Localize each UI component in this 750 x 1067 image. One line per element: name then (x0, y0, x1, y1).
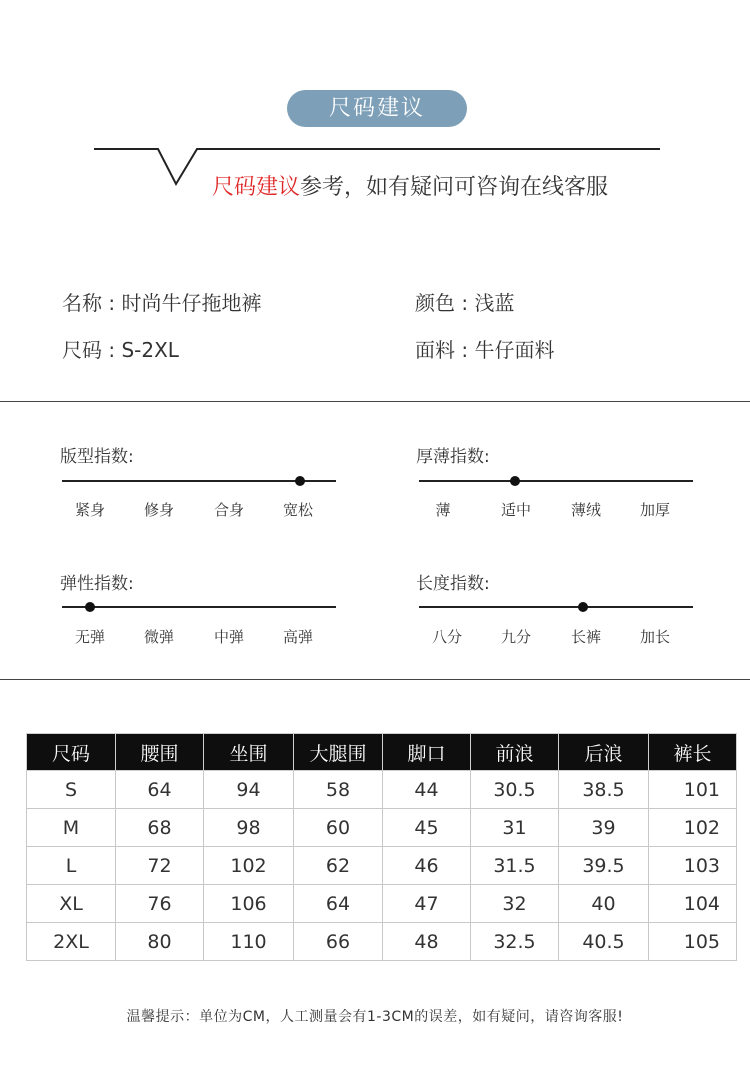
thickness-index-label: 薄 (435, 501, 451, 519)
length-index-label: 八分 (431, 628, 463, 646)
fit-index-label: 宽松 (282, 501, 314, 519)
table-cell: 38.5 (559, 771, 649, 809)
table-cell: 105 (649, 923, 737, 961)
table-cell: 40.5 (559, 923, 649, 961)
elasticity-index-label: 高弹 (282, 628, 314, 646)
header-size: 尺码 (27, 734, 116, 771)
table-row (27, 923, 737, 961)
table-cell: 60 (294, 809, 383, 847)
table-cell: 110 (204, 923, 294, 961)
header-thigh: 大腿围 (294, 734, 383, 771)
section-title-pill: 尺码建议 (287, 90, 467, 127)
table-cell: 102 (204, 847, 294, 885)
fit-index-marker (295, 476, 305, 486)
header-hip: 坐围 (204, 734, 294, 771)
table-cell: 40 (559, 885, 649, 923)
table-cell: 98 (204, 809, 294, 847)
product-name: 名称 : 时尚牛仔拖地裤 (62, 291, 262, 315)
header-length: 裤长 (649, 734, 737, 771)
table-cell: M (27, 809, 116, 847)
table-cell: 31.5 (471, 847, 559, 885)
thickness-index-scale (419, 480, 693, 482)
table-cell: 58 (294, 771, 383, 809)
table-cell: S (27, 771, 116, 809)
table-cell: 101 (649, 771, 737, 809)
table-cell: 64 (294, 885, 383, 923)
table-row (27, 847, 737, 885)
thickness-index-label: 薄绒 (570, 501, 602, 519)
section-divider (0, 679, 750, 680)
thickness-index-title: 厚薄指数: (416, 447, 490, 467)
table-cell: 80 (116, 923, 204, 961)
header-waist: 腰围 (116, 734, 204, 771)
thickness-index-label: 加厚 (639, 501, 671, 519)
subtitle-rest: 参考，如有疑问可咨询在线客服 (300, 175, 609, 200)
elasticity-index-label: 微弹 (143, 628, 175, 646)
length-index-marker (578, 602, 588, 612)
table-cell: 106 (204, 885, 294, 923)
table-cell: 32.5 (471, 923, 559, 961)
table-cell: 62 (294, 847, 383, 885)
table-cell: 44 (383, 771, 471, 809)
length-index-scale (419, 606, 693, 608)
thickness-index-marker (510, 476, 520, 486)
table-cell: XL (27, 885, 116, 923)
fit-index-title: 版型指数: (60, 447, 134, 467)
table-cell: 39 (559, 809, 649, 847)
table-cell: 103 (649, 847, 737, 885)
table-cell: 64 (116, 771, 204, 809)
table-cell: 76 (116, 885, 204, 923)
table-cell: 31 (471, 809, 559, 847)
table-cell: 2XL (27, 923, 116, 961)
table-cell: 48 (383, 923, 471, 961)
table-header-row (27, 734, 737, 771)
table-cell: 32 (471, 885, 559, 923)
length-index-title: 长度指数: (416, 574, 490, 594)
table-row (27, 771, 737, 809)
size-advice-subtitle (212, 170, 608, 201)
elasticity-index-label: 中弹 (213, 628, 245, 646)
fit-index-label: 紧身 (74, 501, 106, 519)
table-cell: 45 (383, 809, 471, 847)
size-chart-table (26, 733, 737, 961)
table-row (27, 809, 737, 847)
length-index-label: 九分 (500, 628, 532, 646)
table-cell: 68 (116, 809, 204, 847)
elasticity-index-label: 无弹 (74, 628, 106, 646)
header-front-rise: 前浪 (471, 734, 559, 771)
table-cell: 102 (649, 809, 737, 847)
elasticity-index-scale (62, 606, 336, 608)
fit-index-label: 修身 (143, 501, 175, 519)
table-cell: 39.5 (559, 847, 649, 885)
header-leg-opening: 脚口 (383, 734, 471, 771)
table-cell: 66 (294, 923, 383, 961)
subtitle-highlight: 尺码建议 (212, 175, 301, 200)
product-size-range: 尺码 : S-2XL (62, 338, 179, 362)
table-cell: L (27, 847, 116, 885)
thickness-index-label: 适中 (500, 501, 532, 519)
measurement-tip: 温馨提示：单位为CM，人工测量会有1-3CM的误差，如有疑问，请咨询客服! (126, 1009, 624, 1025)
table-cell: 46 (383, 847, 471, 885)
table-cell: 104 (649, 885, 737, 923)
length-index-label: 长裤 (570, 628, 602, 646)
table-cell: 47 (383, 885, 471, 923)
table-cell: 94 (204, 771, 294, 809)
table-row (27, 885, 737, 923)
section-divider (0, 401, 750, 402)
header-back-rise: 后浪 (559, 734, 649, 771)
product-fabric: 面料 : 牛仔面料 (415, 338, 555, 362)
product-color: 颜色 : 浅蓝 (415, 291, 515, 315)
fit-index-label: 合身 (213, 501, 245, 519)
elasticity-index-title: 弹性指数: (60, 574, 134, 594)
elasticity-index-marker (85, 602, 95, 612)
table-cell: 72 (116, 847, 204, 885)
table-cell: 30.5 (471, 771, 559, 809)
length-index-label: 加长 (639, 628, 671, 646)
